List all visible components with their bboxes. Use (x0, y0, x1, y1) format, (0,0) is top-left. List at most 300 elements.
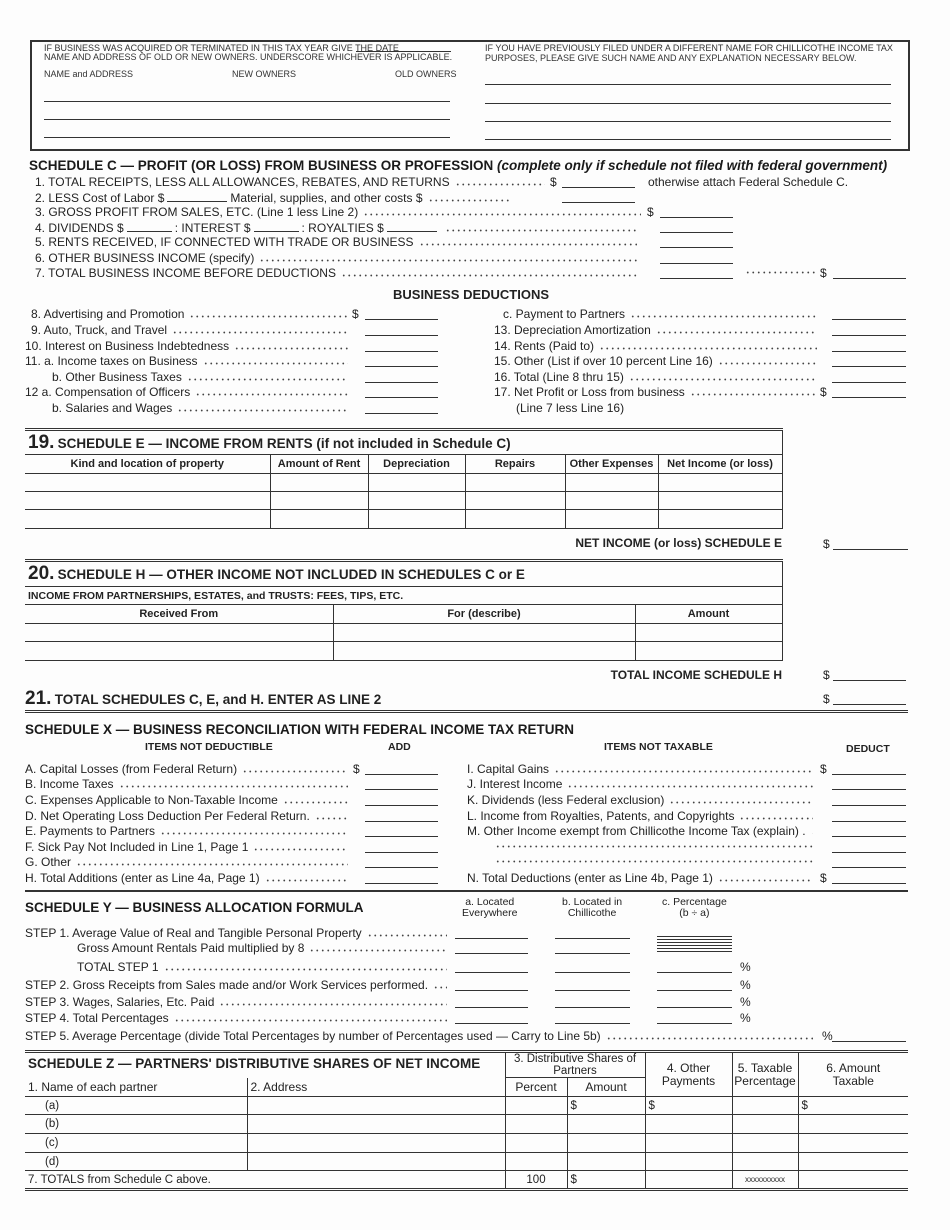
cell[interactable] (798, 1134, 908, 1153)
cell[interactable] (368, 474, 465, 492)
add-field[interactable] (365, 839, 438, 853)
located-chillicothe-field[interactable] (555, 959, 630, 973)
dot-leader (315, 812, 348, 820)
allocation-step (25, 978, 452, 993)
divider (25, 710, 908, 713)
cell[interactable] (565, 492, 658, 510)
schedule-x-add-line (25, 777, 353, 792)
deduct-field[interactable] (832, 792, 906, 806)
cell[interactable] (247, 1134, 505, 1153)
schedule-c-line-7 (35, 266, 642, 281)
dot-leader (341, 269, 637, 277)
allocation-step (77, 960, 452, 975)
cell[interactable] (505, 1134, 567, 1153)
deduction-line (494, 354, 822, 369)
acquired-date-instruction: IF BUSINESS WAS ACQUIRED OR TERMINATED IN THIS TAX YEAR GIVE THE DATE (44, 43, 399, 53)
col-c-line2: (b ÷ a) (679, 907, 710, 919)
cell[interactable] (635, 624, 782, 642)
previous-name-field-4[interactable] (485, 139, 891, 140)
deduct-header: DEDUCT (846, 743, 890, 755)
deduction-line-label: 8. Advertising and Promotion (31, 307, 185, 321)
cell[interactable] (732, 1097, 798, 1115)
deduction-line-label: b. Other Business Taxes (52, 370, 182, 384)
schedule-c-line-5 (35, 235, 642, 250)
add-field[interactable] (365, 761, 438, 775)
allocation-step-label: STEP 1. Average Value of Real and Tangible Personal Property (25, 926, 362, 940)
deduction-line-label: 14. Rents (Paid to) (494, 339, 595, 353)
schedule-x-deduct-line-label: I. Capital Gains (467, 762, 550, 776)
schedule-x-add-line-label: H. Total Additions (enter as Line 4a, Page 1) (25, 871, 260, 885)
cell[interactable] (505, 1097, 567, 1115)
dot-leader (455, 178, 545, 186)
line-3-gross-profit-field[interactable] (660, 204, 733, 218)
line-6-field[interactable] (660, 250, 733, 264)
schedule-e-title-text: SCHEDULE E — INCOME FROM RENTS (if not included in Schedule C) (57, 435, 511, 451)
allocation-step-label: STEP 3. Wages, Salaries, Etc. Paid (25, 995, 215, 1009)
cell[interactable] (567, 1134, 645, 1153)
previous-name-field-3[interactable] (485, 121, 891, 122)
totals-row (25, 1171, 908, 1190)
col-received-from: Received From (25, 605, 333, 624)
owner-name-field-3[interactable] (44, 137, 450, 138)
inline-fill-in-field[interactable] (167, 190, 227, 202)
totals-amount[interactable]: $ (567, 1171, 645, 1190)
schedule-x-add-line-label: A. Capital Losses (from Federal Return) (25, 762, 238, 776)
cell[interactable] (270, 510, 368, 529)
owner-name-field-1[interactable] (44, 101, 450, 102)
line-5-field[interactable] (660, 234, 733, 248)
located-chillicothe-field[interactable] (555, 1010, 630, 1024)
cell[interactable]: $ (645, 1097, 732, 1115)
schedule-x-deduct-line (467, 762, 818, 777)
line-1-total-receipts-field[interactable] (562, 174, 635, 188)
col-net-income: Net Income (or loss) (658, 455, 782, 474)
deduction-field[interactable] (365, 322, 438, 336)
schedule-c-line-6 (35, 251, 642, 266)
dot-leader (811, 827, 813, 835)
dot-leader (630, 310, 817, 318)
col-b-located-chillicothe (562, 897, 622, 919)
cell[interactable] (270, 474, 368, 492)
deduction-line (494, 370, 822, 385)
dot-leader (567, 780, 813, 788)
cell[interactable] (645, 1115, 732, 1134)
table-row (25, 1134, 908, 1153)
cell[interactable] (635, 642, 782, 661)
line-21 (25, 688, 381, 710)
cell[interactable] (25, 510, 270, 529)
cell[interactable] (505, 1153, 567, 1171)
line-7-total-field[interactable] (833, 265, 906, 279)
schedule-h-subtitle: INCOME FROM PARTNERSHIPS, ESTATES, and TRUSTS: FEES, TIPS, ETC. (25, 587, 782, 605)
schedule-c-line-7-leader (740, 266, 820, 281)
percent-sign: % (740, 960, 751, 974)
col-repairs: Repairs (465, 455, 565, 474)
divider (25, 890, 908, 892)
col-percent: Percent (505, 1078, 567, 1097)
deduction-line-label: 17. Net Profit or Loss from business (494, 385, 685, 399)
add-field[interactable] (365, 808, 438, 822)
dollar-sign: $ (823, 537, 830, 551)
schedule-c-line-4-label: : INTEREST $ (174, 221, 251, 235)
schedule-z-title: SCHEDULE Z — PARTNERS' DISTRIBUTIVE SHARES OF NET INCOME (28, 1056, 481, 1071)
dot-leader (253, 843, 348, 851)
cell[interactable] (368, 510, 465, 529)
cell[interactable] (505, 1115, 567, 1134)
located-everywhere-field[interactable] (455, 977, 528, 991)
deduction-field[interactable] (365, 384, 438, 398)
deduction-field[interactable] (365, 306, 438, 320)
cell[interactable] (247, 1097, 505, 1115)
located-everywhere-field[interactable] (455, 925, 528, 939)
dot-leader (219, 998, 447, 1006)
schedule-c-line-1-label: 1. TOTAL RECEIPTS, LESS ALL ALLOWANCES, REBATES, AND RETURNS (35, 175, 450, 189)
line-17-note: (Line 7 less Line 16) (516, 401, 625, 415)
cell[interactable] (567, 1153, 645, 1171)
deduct-field[interactable] (832, 870, 906, 884)
cell[interactable] (25, 642, 333, 661)
dollar-sign: $ (820, 762, 827, 776)
table-row (25, 1153, 908, 1171)
deduction-line-label: c. Payment to Partners (503, 307, 626, 321)
deduction-field[interactable] (832, 384, 906, 398)
dot-leader (629, 373, 817, 381)
col-c-percentage (662, 897, 727, 919)
cell[interactable] (567, 1115, 645, 1134)
dollar-sign: $ (823, 692, 830, 706)
add-field[interactable] (365, 776, 438, 790)
dot-leader (606, 1032, 813, 1040)
totals-amount-taxable[interactable] (798, 1171, 908, 1190)
deduct-field[interactable] (832, 854, 906, 868)
percent-sign: % (822, 1029, 833, 1043)
deduct-field[interactable] (832, 808, 906, 822)
items-not-deductible-header: ITEMS NOT DEDUCTIBLE (145, 741, 273, 753)
allocation-step (77, 941, 452, 956)
percent-sign: % (740, 1011, 751, 1025)
add-field[interactable] (365, 823, 438, 837)
percent-sign: % (740, 978, 751, 992)
dot-leader (259, 254, 637, 262)
deduction-field[interactable] (832, 353, 906, 367)
cell[interactable]: $ (798, 1097, 908, 1115)
deduction-line (25, 385, 353, 400)
cell[interactable] (247, 1115, 505, 1134)
col-for-describe: For (describe) (333, 605, 635, 624)
dot-leader (718, 874, 813, 882)
schedule-x-add-line (25, 871, 353, 886)
table-row (25, 474, 782, 492)
dollar-sign: $ (352, 307, 359, 321)
dot-leader (203, 357, 348, 365)
totals-label: 7. TOTALS from Schedule C above. (25, 1171, 505, 1190)
schedule-x-add-line-label: C. Expenses Applicable to Non-Taxable Income (25, 793, 278, 807)
add-header: ADD (388, 741, 411, 753)
schedule-x-add-line (25, 809, 353, 824)
cell[interactable] (247, 1153, 505, 1171)
deduction-line (31, 307, 353, 322)
inline-fill-in-field[interactable] (387, 220, 437, 232)
dot-leader (495, 855, 813, 863)
schedule-x-deduct-line-label: N. Total Deductions (enter as Line 4b, Page 1) (467, 871, 713, 885)
deduction-line (31, 323, 353, 338)
totals-other-payments[interactable] (645, 1171, 732, 1190)
schedule-c-line-2-label: Material, supplies, and other costs $ (230, 191, 423, 205)
dot-leader (195, 388, 348, 396)
dollar-sign: $ (823, 668, 830, 682)
dollar-sign: $ (820, 266, 827, 280)
cell[interactable] (333, 642, 635, 661)
acquired-date-field[interactable] (356, 38, 451, 52)
schedule-e-title (25, 430, 782, 455)
deduction-field[interactable] (365, 353, 438, 367)
deduction-field[interactable] (832, 338, 906, 352)
schedule-x-deduct-line (490, 855, 818, 870)
schedule-c-title-text: SCHEDULE C — PROFIT (OR LOSS) FROM BUSINESS OR PROFESSION (29, 158, 494, 173)
schedule-c-line-4-label: : ROYALTIES $ (301, 221, 384, 235)
cell[interactable] (658, 510, 782, 529)
dot-leader (189, 310, 348, 318)
dot-leader (739, 812, 813, 820)
schedule-x-deduct-line (490, 840, 818, 855)
deduction-line-label: 9. Auto, Truck, and Travel (31, 323, 168, 337)
deduction-field[interactable] (832, 322, 906, 336)
dot-leader (234, 342, 348, 350)
cell[interactable] (25, 474, 270, 492)
table-row (25, 624, 782, 642)
dot-leader (177, 404, 348, 412)
add-field[interactable] (365, 792, 438, 806)
total-income-schedule-h-field[interactable] (833, 667, 906, 681)
allocation-step (25, 1011, 452, 1026)
percentage-field[interactable] (657, 1010, 732, 1024)
cell[interactable] (732, 1134, 798, 1153)
deduction-line-label: 12 a. Compensation of Officers (25, 385, 191, 399)
allocation-step-label: STEP 2. Gross Receipts from Sales made and/or Work Services performed. (25, 978, 429, 992)
schedule-e-number: 19. (28, 431, 55, 453)
previous-name-field-2[interactable] (485, 103, 891, 104)
allocation-step (25, 926, 452, 941)
line-21-total-field[interactable] (833, 691, 906, 705)
allocation-step (25, 995, 452, 1010)
cell[interactable] (333, 624, 635, 642)
schedule-x-add-line (25, 793, 353, 808)
old-owners-label[interactable]: OLD OWNERS (395, 69, 457, 79)
totals-percent: 100 (505, 1171, 567, 1190)
cell[interactable]: $ (567, 1097, 645, 1115)
totals-taxable-pct: xxxxxxxxxx (732, 1171, 798, 1190)
deduction-line (494, 385, 822, 400)
add-field[interactable] (365, 854, 438, 868)
new-owners-label[interactable]: NEW OWNERS (232, 69, 296, 79)
dollar-sign: $ (820, 385, 827, 399)
percentage-field[interactable] (657, 994, 732, 1008)
deduction-field[interactable] (365, 369, 438, 383)
dot-leader (690, 388, 817, 396)
schedule-x-add-line-label: D. Net Operating Loss Deduction Per Federal Return. (25, 809, 310, 823)
schedule-c-title (29, 158, 887, 173)
cell[interactable] (798, 1115, 908, 1134)
table-row (25, 1115, 908, 1134)
allocation-step-label: STEP 5. Average Percentage (divide Total Percentages by number of Percentages used — Carry to Line 5b) (25, 1029, 601, 1043)
allocation-step-label: Gross Amount Rentals Paid multiplied by 8 (77, 941, 305, 955)
cell[interactable] (270, 492, 368, 510)
cell[interactable] (25, 492, 270, 510)
inline-fill-in-field[interactable] (127, 220, 172, 232)
located-everywhere-field[interactable] (455, 1010, 528, 1024)
dot-leader (656, 326, 817, 334)
located-chillicothe-field[interactable] (555, 994, 630, 1008)
table-row (25, 510, 782, 529)
dot-leader (745, 266, 815, 274)
previous-name-field-1[interactable] (485, 84, 891, 85)
located-everywhere-field[interactable] (455, 994, 528, 1008)
schedule-e-table (25, 428, 783, 529)
add-field[interactable] (365, 870, 438, 884)
schedule-h-number: 20. (28, 563, 55, 584)
table-row (25, 492, 782, 510)
dot-leader (119, 780, 349, 788)
cell[interactable] (465, 492, 565, 510)
dollar-sign: $ (550, 175, 557, 189)
net-income-schedule-e-label: NET INCOME (or loss) SCHEDULE E (575, 536, 782, 550)
percent-sign: % (740, 995, 751, 1009)
dot-leader (160, 827, 348, 835)
cell[interactable] (658, 492, 782, 510)
schedule-x-add-line (25, 824, 353, 839)
col-partner-name: 1. Name of each partner (25, 1078, 247, 1097)
deduct-field[interactable] (832, 839, 906, 853)
schedule-c-line-5-label: 5. RENTS RECEIVED, IF CONNECTED WITH TRADE OR BUSINESS (35, 235, 414, 249)
col-amount-taxable: 6. Amount Taxable (798, 1052, 908, 1097)
col-address: 2. Address (247, 1078, 505, 1097)
deduct-field[interactable] (832, 823, 906, 837)
dollar-sign: $ (820, 871, 827, 885)
dot-leader (283, 796, 348, 804)
located-everywhere-field[interactable] (455, 959, 528, 973)
col-other-expenses: Other Expenses (565, 455, 658, 474)
cell[interactable] (732, 1153, 798, 1171)
partner-row-label: (d) (25, 1153, 247, 1171)
cell[interactable] (565, 510, 658, 529)
cell[interactable] (25, 624, 333, 642)
col-amount-of-rent: Amount of Rent (270, 455, 368, 474)
table-row (25, 642, 782, 661)
deduction-line-label: 13. Depreciation Amortization (494, 323, 651, 337)
deduction-line-label: 10. Interest on Business Indebtedness (25, 339, 230, 353)
dot-leader (495, 840, 813, 848)
dot-leader (367, 929, 447, 937)
percentage-field[interactable] (657, 959, 732, 973)
located-everywhere-field[interactable] (455, 940, 528, 954)
cell[interactable] (465, 510, 565, 529)
schedule-h-title-text: SCHEDULE H — OTHER INCOME NOT INCLUDED IN SCHEDULES C or E (57, 567, 525, 582)
deduct-field[interactable] (832, 761, 906, 775)
line-21-number: 21. (25, 688, 52, 709)
line-2-cost-field[interactable] (562, 189, 635, 203)
located-chillicothe-field[interactable] (555, 977, 630, 991)
hatched-not-applicable-area (657, 936, 732, 953)
located-chillicothe-field[interactable] (555, 925, 630, 939)
percentage-field[interactable] (657, 977, 732, 991)
schedule-c-line-1 (35, 175, 550, 190)
net-income-schedule-e-field[interactable] (833, 536, 908, 550)
schedule-x-title: SCHEDULE X — BUSINESS RECONCILIATION WITH FEDERAL INCOME TAX RETURN (25, 722, 575, 737)
dot-leader (433, 981, 447, 989)
schedule-c-line-2-label: 2. LESS Cost of Labor $ (35, 191, 165, 205)
schedule-x-deduct-line (467, 793, 818, 808)
dot-leader (174, 1014, 447, 1022)
schedule-x-add-line-label: G. Other (25, 855, 72, 869)
items-not-taxable-header: ITEMS NOT TAXABLE (604, 741, 713, 753)
schedule-x-deduct-line-label: L. Income from Royalties, Patents, and Copyrights (467, 809, 735, 823)
schedule-h-title (25, 561, 782, 587)
col-other-payments: 4. Other Payments (645, 1052, 732, 1097)
schedule-x-deduct-line (467, 824, 818, 839)
schedule-x-deduct-line-label: K. Dividends (less Federal exclusion) (467, 793, 665, 807)
schedule-x-deduct-line-label: J. Interest Income (467, 777, 563, 791)
schedule-c-line-3-label: 3. GROSS PROFIT FROM SALES, ETC. (Line 1 less Line 2) (35, 205, 359, 219)
deduction-line (503, 307, 822, 322)
schedule-y-title: SCHEDULE Y — BUSINESS ALLOCATION FORMULA (25, 900, 364, 915)
owner-name-field-2[interactable] (44, 119, 450, 120)
schedule-x-deduct-line (467, 809, 818, 824)
deduction-line (52, 370, 353, 385)
cell[interactable] (465, 474, 565, 492)
line-4-field[interactable] (660, 219, 733, 233)
line-7-field[interactable] (660, 265, 733, 279)
schedule-x-add-line-label: B. Income Taxes (25, 777, 114, 791)
deduction-field[interactable] (365, 338, 438, 352)
cell[interactable] (645, 1153, 732, 1171)
col-distributive-shares: 3. Distributive Shares of Partners (505, 1052, 645, 1078)
cell[interactable] (798, 1153, 908, 1171)
deduction-line (494, 323, 822, 338)
total-income-schedule-h-label: TOTAL INCOME SCHEDULE H (610, 668, 782, 682)
deduction-field[interactable] (832, 369, 906, 383)
dot-leader (265, 874, 348, 882)
inline-fill-in-field[interactable] (254, 220, 299, 232)
dot-leader (164, 963, 447, 971)
cell[interactable] (658, 474, 782, 492)
schedule-z-table (25, 1050, 908, 1191)
allocation-step-label: TOTAL STEP 1 (77, 960, 159, 974)
cell[interactable] (368, 492, 465, 510)
schedule-x-deduct-line-label: M. Other Income exempt from Chillicothe Income Tax (explain) . (467, 824, 806, 838)
schedule-x-add-line-label: E. Payments to Partners (25, 824, 156, 838)
dot-leader (187, 373, 348, 381)
deduct-field[interactable] (832, 776, 906, 790)
dot-leader (242, 765, 348, 773)
cell[interactable] (565, 474, 658, 492)
deduction-field[interactable] (365, 400, 438, 414)
col-depreciation: Depreciation (368, 455, 465, 474)
deduction-field[interactable] (832, 306, 906, 320)
deduction-line-label: 16. Total (Line 8 thru 15) (494, 370, 624, 384)
schedule-c-line-7-label: 7. TOTAL BUSINESS INCOME BEFORE DEDUCTIONS (35, 266, 336, 280)
cell[interactable] (732, 1115, 798, 1134)
average-percentage-field[interactable] (832, 1028, 906, 1042)
col-kind-location: Kind and location of property (25, 455, 270, 474)
schedule-c-line-3 (35, 205, 646, 220)
schedule-x-add-line-label: F. Sick Pay Not Included in Line 1, Page 1 (25, 840, 249, 854)
dot-leader (419, 238, 638, 246)
cell[interactable] (645, 1134, 732, 1153)
located-chillicothe-field[interactable] (555, 940, 630, 954)
allocation-step-label: STEP 4. Total Percentages (25, 1011, 169, 1025)
dot-leader (363, 208, 641, 216)
col-b-line2: Chillicothe (567, 907, 617, 919)
